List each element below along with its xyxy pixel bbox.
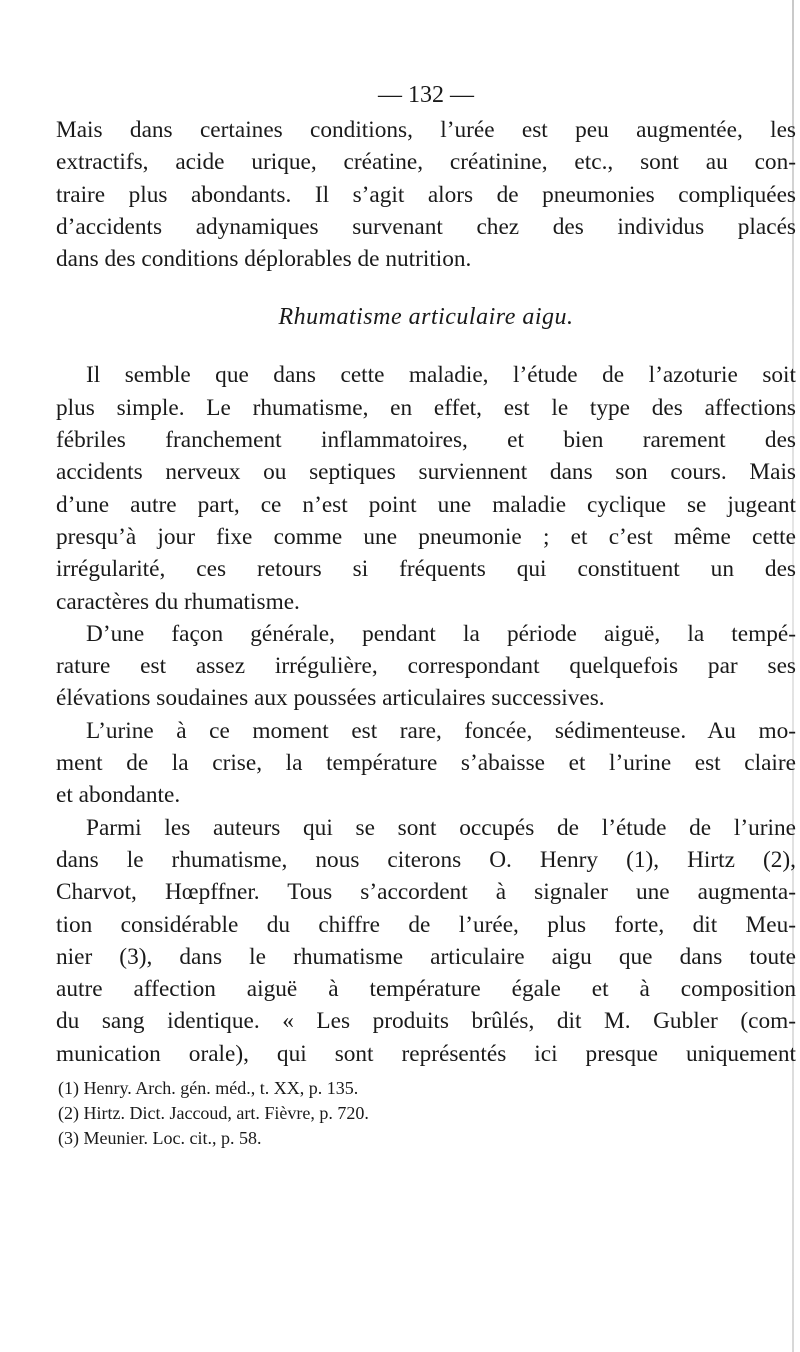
paragraph-rhumatisme-intro: [56, 359, 796, 617]
section-heading: Rhumatisme articulaire aigu.: [278, 304, 574, 331]
page-number: — 132 —: [378, 82, 474, 108]
text-line: tion considérable du chiffre de l’urée, plus forte, dit Meu-: [56, 911, 796, 938]
text-line: du sang identique. « Les produits brûlés, dit M. Gubler (com-: [56, 1008, 796, 1035]
text-line: ment de la crise, la température s’abaisse et l’urine est claire: [56, 750, 796, 777]
text-line: Parmi les auteurs qui se sont occupés de l’étude de l’urine: [86, 814, 796, 841]
text-line: L’urine à ce moment est rare, foncée, sédimenteuse. Au mo-: [86, 717, 796, 744]
text-line: D’une façon générale, pendant la période aiguë, la tempé-: [86, 620, 796, 647]
text-line: munication orale), qui sont représentés ici presque uniquement: [56, 1040, 796, 1067]
text-line: dans le rhumatisme, nous citerons O. Henry (1), Hirtz (2),: [56, 846, 796, 873]
footnote: (2) Hirtz. Dict. Jaccoud, art. Fièvre, p. 720.: [58, 1103, 369, 1124]
text-line: presqu’à jour fixe comme une pneumonie ; et c’est même cette: [56, 523, 796, 550]
text-line: Il semble que dans cette maladie, l’étude de l’azoturie soit: [86, 362, 796, 389]
text-line: extractifs, acide urique, créatine, créatinine, etc., sont au con-: [56, 149, 796, 176]
text-line: traire plus abondants. Il s’agit alors de pneumonies compliquées: [56, 181, 796, 208]
footnotes: [56, 1076, 796, 1151]
paragraph-urine: [56, 715, 796, 812]
text-line: dans des conditions déplorables de nutrition.: [56, 246, 472, 273]
text-line: plus simple. Le rhumatisme, en effet, est le type des affections: [56, 394, 796, 421]
text-line: et abondante.: [56, 782, 181, 809]
paragraph-urea-conditions: [56, 114, 796, 275]
text-line: nier (3), dans le rhumatisme articulaire aigu que dans toute: [56, 943, 796, 970]
text-line: d’une autre part, ce n’est point une maladie cyclique se jugeant: [56, 491, 796, 518]
text-line: irrégularité, ces retours si fréquents qui constituent un des: [56, 556, 796, 583]
text-line: d’accidents adynamiques survenant chez des individus placés: [56, 213, 796, 240]
paragraph-temperature: [56, 618, 796, 715]
text-line: Mais dans certaines conditions, l’urée est peu augmentée, les: [56, 117, 796, 143]
text-line: fébriles franchement inflammatoires, et bien rarement des: [56, 427, 796, 454]
text-line: rature est assez irrégulière, correspondant quelquefois par ses: [56, 653, 796, 680]
text-line: Charvot, Hœpffner. Tous s’accordent à signaler une augmenta-: [56, 879, 796, 906]
footnote: (1) Henry. Arch. gén. méd., t. XX, p. 135.: [58, 1078, 359, 1099]
document-page: [56, 80, 796, 1151]
text-line: caractères du rhumatisme.: [56, 588, 300, 615]
text-line: élévations soudaines aux poussées articulaires successives.: [56, 685, 605, 712]
text-line: accidents nerveux ou septiques surviennent dans son cours. Mais: [56, 459, 796, 486]
paragraph-authors: [56, 812, 796, 1070]
text-line: autre affection aiguë à température égale et à composition: [56, 976, 796, 1003]
footnote: (3) Meunier. Loc. cit., p. 58.: [58, 1128, 262, 1149]
